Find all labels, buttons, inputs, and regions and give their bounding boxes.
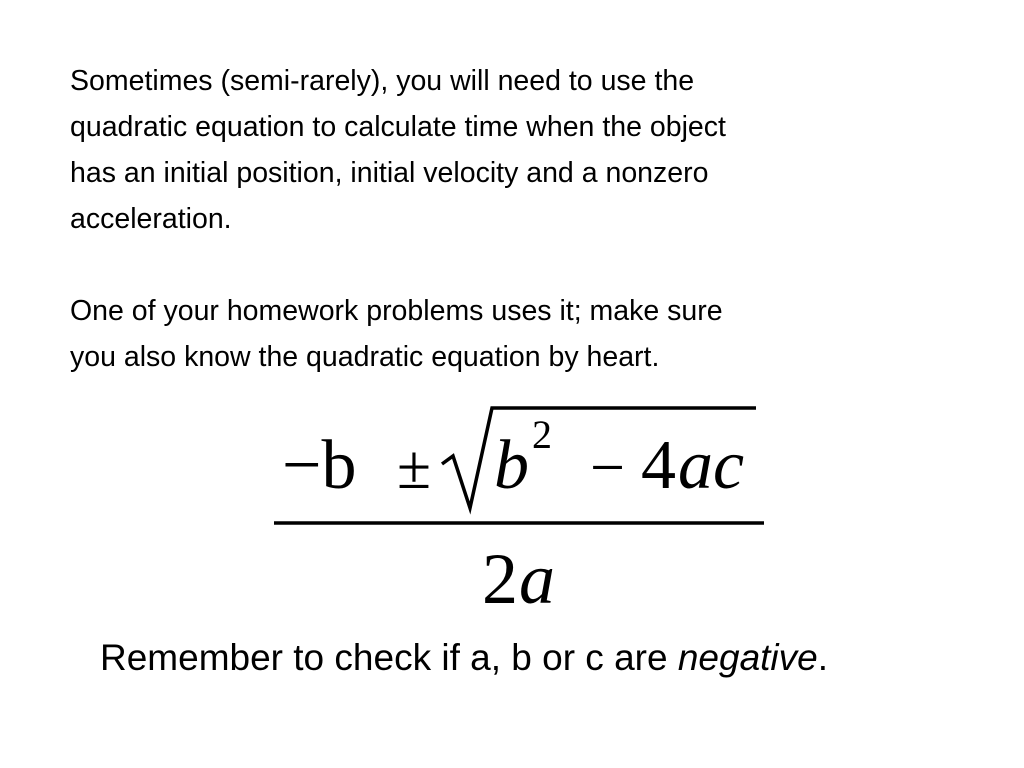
product-ac: ac — [678, 427, 745, 504]
reminder-suffix: . — [817, 637, 829, 678]
homework-paragraph — [70, 288, 950, 380]
intro-paragraph — [70, 58, 950, 242]
reminder-prefix: Remember to check if a, b or c are — [100, 637, 678, 678]
intro-line-2: quadratic equation to calculate time when the object — [70, 111, 726, 143]
minus-sign: − — [590, 434, 625, 502]
intro-line-3: has an initial position, initial velocity and a nonzero — [70, 157, 709, 189]
denominator-a: a — [519, 539, 555, 619]
homework-line-1: One of your homework problems uses it; make sure — [70, 295, 723, 327]
quadratic-formula-graphic — [0, 396, 1024, 626]
denominator-two: 2 — [482, 539, 518, 619]
reminder-text — [100, 632, 980, 684]
intro-line-1: Sometimes (semi-rarely), you will need to use the — [70, 65, 695, 97]
exponent-two: 2 — [532, 412, 552, 457]
intro-line-4: acceleration. — [70, 203, 232, 235]
numerator-minus-b: −b — [282, 427, 357, 504]
reminder-emphasis: negative — [677, 637, 818, 678]
plus-minus-sign: ± — [397, 434, 432, 502]
coefficient-four: 4 — [641, 427, 676, 504]
radicand-b: b — [494, 427, 529, 504]
quadratic-formula — [0, 396, 1024, 626]
homework-line-2: you also know the quadratic equation by heart. — [70, 341, 660, 373]
